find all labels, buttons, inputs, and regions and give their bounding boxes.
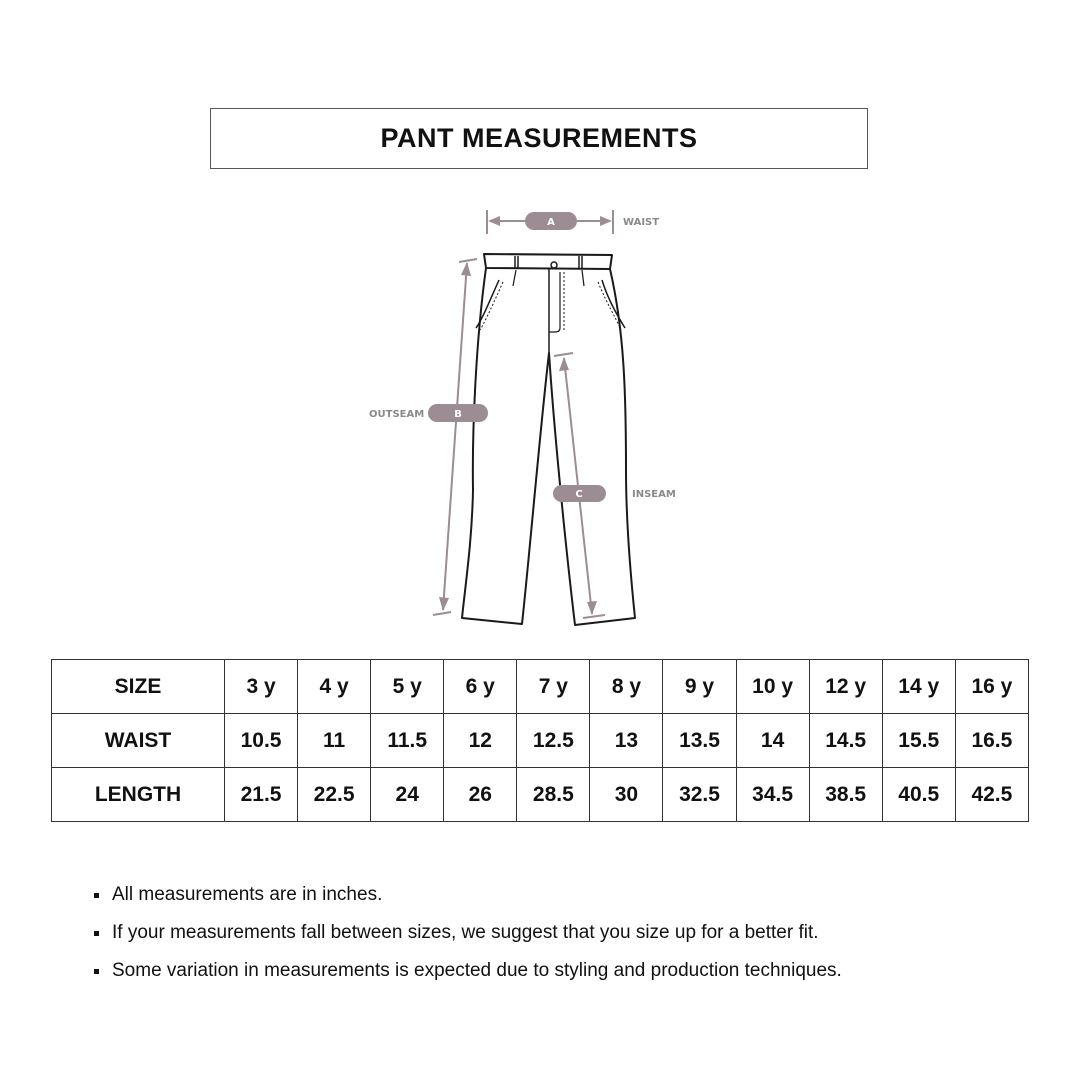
table-cell: 14 [736, 714, 809, 768]
inseam-measure [553, 353, 606, 618]
row-header: LENGTH [52, 768, 225, 822]
size-chart-table [51, 659, 1029, 822]
table-cell: 11 [298, 714, 371, 768]
outseam-label: OUTSEAM [369, 409, 425, 420]
pants-stitching [480, 272, 621, 330]
outseam-measure [428, 259, 488, 615]
inseam-label: INSEAM [632, 489, 676, 500]
note-text: All measurements are in inches. [112, 884, 383, 905]
table-cell: 26 [444, 768, 517, 822]
table-cell: 4 y [298, 660, 371, 714]
bullet-icon [94, 893, 99, 898]
list-item [92, 914, 842, 952]
table-cell: 30 [590, 768, 663, 822]
pill-b-label: B [454, 409, 462, 420]
table-cell: 14.5 [809, 714, 882, 768]
table-cell: 24 [371, 768, 444, 822]
page-title: PANT MEASUREMENTS [380, 123, 698, 153]
table-cell: 8 y [590, 660, 663, 714]
note-text: If your measurements fall between sizes, we suggest that you size up for a better fit. [112, 922, 819, 943]
table-cell: 10.5 [225, 714, 298, 768]
table-cell: 13 [590, 714, 663, 768]
table-cell: 40.5 [882, 768, 955, 822]
table-cell: 12.5 [517, 714, 590, 768]
table-cell: 10 y [736, 660, 809, 714]
table-cell: 12 y [809, 660, 882, 714]
table-cell: 12 [444, 714, 517, 768]
note-text: Some variation in measurements is expected due to styling and production techniques. [112, 960, 842, 981]
list-item [92, 952, 842, 990]
table-cell: 6 y [444, 660, 517, 714]
table-cell: 15.5 [882, 714, 955, 768]
table-row-size [52, 660, 1029, 714]
table-cell: 34.5 [736, 768, 809, 822]
table-cell: 28.5 [517, 768, 590, 822]
table-cell: 9 y [663, 660, 736, 714]
table-cell: 42.5 [955, 768, 1028, 822]
pill-a-label: A [547, 217, 555, 228]
pant-diagram [340, 190, 700, 640]
table-cell: 11.5 [371, 714, 444, 768]
table-cell: 21.5 [225, 768, 298, 822]
table-cell: 16 y [955, 660, 1028, 714]
pants-outline [462, 254, 635, 625]
table-cell: 3 y [225, 660, 298, 714]
table-cell: 14 y [882, 660, 955, 714]
table-cell: 38.5 [809, 768, 882, 822]
table-row-waist [52, 714, 1029, 768]
table-cell: 7 y [517, 660, 590, 714]
row-header: SIZE [52, 660, 225, 714]
table-cell: 16.5 [955, 714, 1028, 768]
notes-list [92, 876, 842, 990]
table-cell: 32.5 [663, 768, 736, 822]
table-cell: 22.5 [298, 768, 371, 822]
row-header: WAIST [52, 714, 225, 768]
pill-c-label: C [575, 489, 583, 500]
list-item [92, 876, 842, 914]
table-cell: 5 y [371, 660, 444, 714]
table-row-length [52, 768, 1029, 822]
bullet-icon [94, 931, 99, 936]
bullet-icon [94, 969, 99, 974]
table-cell: 13.5 [663, 714, 736, 768]
waist-label: WAIST [623, 217, 660, 228]
title-box [210, 108, 868, 169]
